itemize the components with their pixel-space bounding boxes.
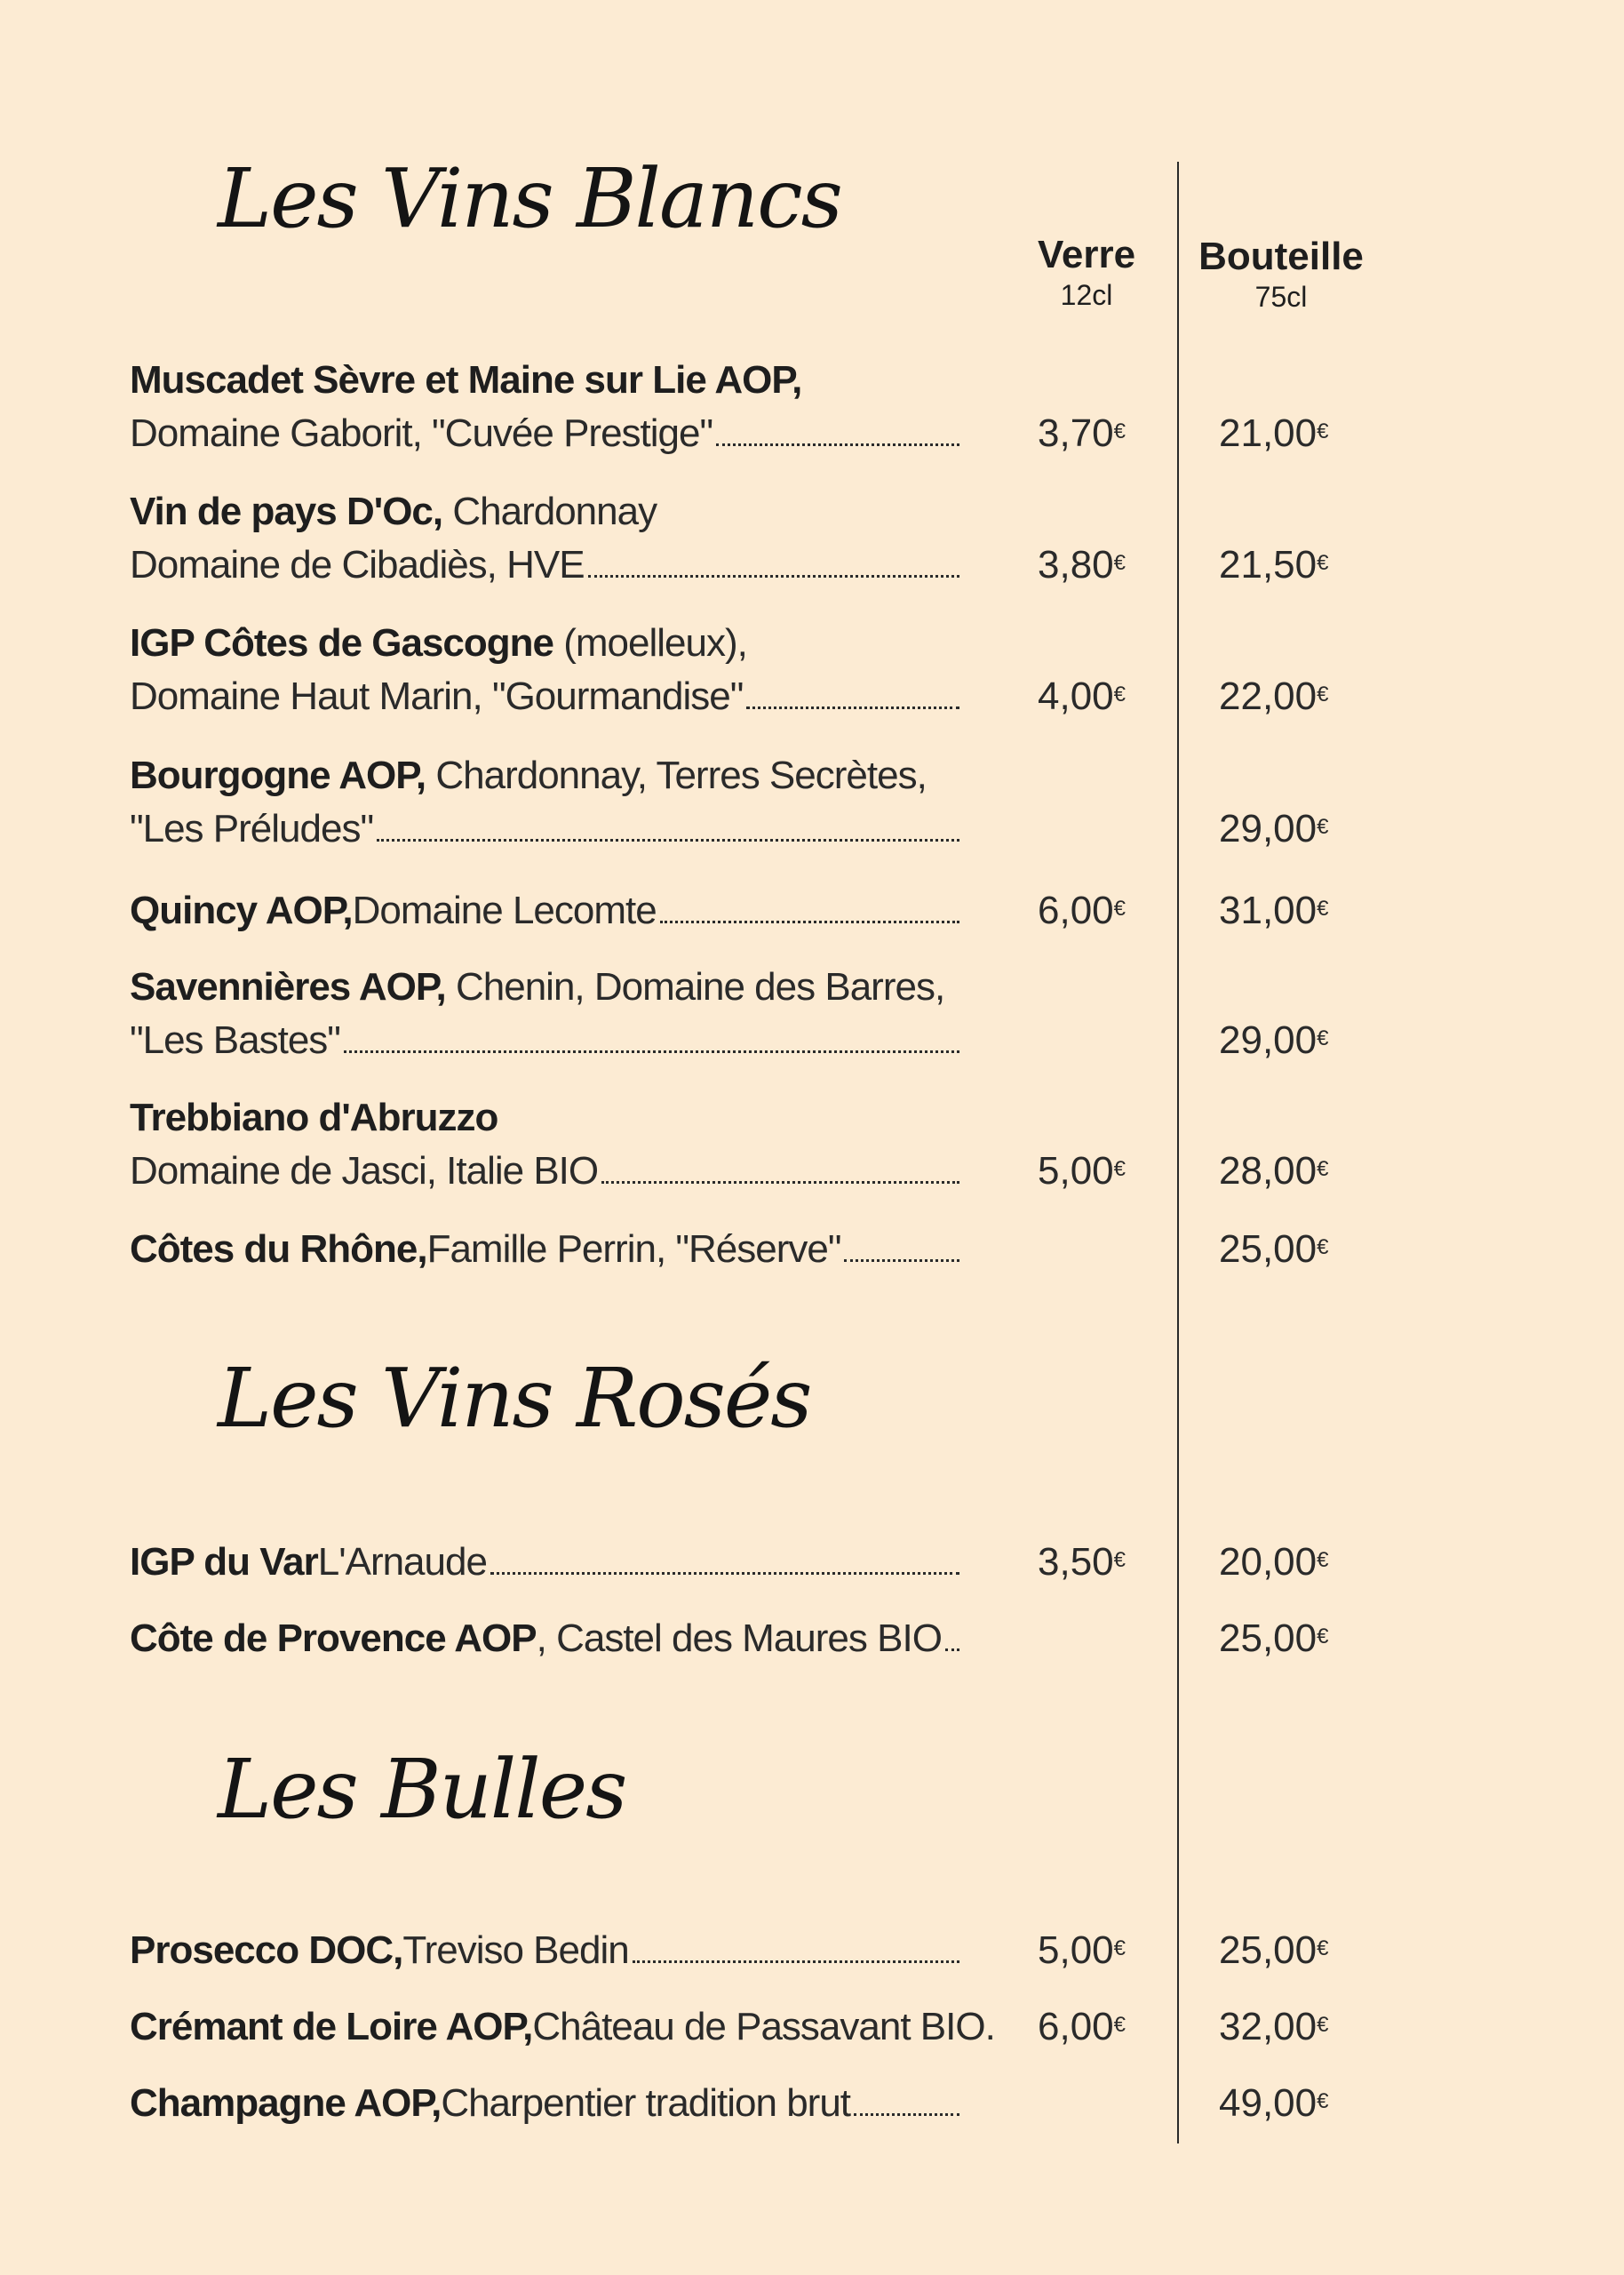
bottle-price (1219, 2002, 1328, 2052)
glass-price (1038, 886, 1126, 936)
bottle-price (1219, 1537, 1328, 1587)
wine-description: L'Arnaude (317, 1540, 487, 1584)
bottle-price (1219, 1146, 1328, 1196)
bottle-price (1219, 672, 1328, 722)
wine-description: Famille Perrin, "Réserve" (426, 1227, 841, 1271)
euro-sign: € (1113, 2013, 1126, 2037)
euro-sign: € (1113, 897, 1126, 921)
wine-item (130, 962, 1329, 1078)
wine-line-1 (130, 1614, 959, 1664)
wine-line-1 (130, 751, 927, 801)
wine-line-1 (130, 886, 959, 936)
euro-sign: € (1317, 1936, 1329, 1960)
euro-sign: € (1317, 1157, 1329, 1181)
wine-name: Crémant de Loire AOP, (130, 2005, 533, 2048)
bottle-price-value: 25,00 (1219, 1616, 1318, 1660)
wine-producer: Domaine Haut Marin, "Gourmandise" (130, 675, 744, 718)
glass-price (1038, 2002, 1126, 2052)
section-title-vins-blancs: Les Vins Blancs (218, 151, 841, 246)
euro-sign: € (1317, 1235, 1329, 1259)
euro-sign: € (1113, 1936, 1126, 1960)
bouteille-label: Bouteille (1198, 235, 1364, 278)
bottle-price-value: 29,00 (1219, 807, 1318, 850)
section-title-vins-roses: Les Vins Rosés (218, 1351, 811, 1446)
wine-name: IGP du Var (130, 1540, 318, 1584)
euro-sign: € (1317, 419, 1329, 443)
bottle-price-value: 49,00 (1219, 2081, 1318, 2125)
wine-name: Muscadet Sèvre et Maine sur Lie AOP, (130, 358, 802, 402)
bottle-price-value: 21,00 (1219, 411, 1318, 455)
wine-name: Prosecco DOC, (130, 1928, 403, 1972)
glass-price (1038, 540, 1126, 590)
euro-sign: € (1113, 419, 1126, 443)
wine-item (130, 1225, 1329, 1287)
glass-price (1038, 672, 1126, 722)
wine-item (130, 1537, 1329, 1600)
wine-name: Savennières AOP, (130, 965, 446, 1009)
wine-description: Treviso Bedin (402, 1928, 629, 1972)
euro-sign: € (1113, 1548, 1126, 1572)
euro-sign: € (1317, 1026, 1329, 1050)
glass-price-value: 3,70 (1038, 411, 1114, 455)
dot-leader (633, 1957, 959, 1963)
wine-description: Chardonnay, Terres Secrètes, (426, 754, 927, 797)
dot-leader (601, 1177, 959, 1184)
bottle-price-value: 21,50 (1219, 543, 1318, 587)
bouteille-size: 75cl (1254, 281, 1308, 313)
glass-price (1038, 1146, 1126, 1196)
wine-item (130, 487, 1329, 603)
euro-sign: € (1317, 682, 1329, 706)
dot-leader (588, 571, 959, 578)
wine-line-1 (130, 2002, 995, 2052)
wine-producer: Domaine de Cibadiès, HVE (130, 543, 585, 587)
euro-sign: € (1113, 682, 1126, 706)
glass-price-value: 4,00 (1038, 675, 1114, 718)
bottle-price (1219, 540, 1328, 590)
wine-description: , Castel des Maures BIO (536, 1616, 942, 1660)
glass-price-value: 6,00 (1038, 2005, 1114, 2048)
wine-line-1 (130, 1225, 959, 1274)
dot-leader (854, 2110, 959, 2116)
bottle-price-value: 20,00 (1219, 1540, 1318, 1584)
bottle-price-value: 32,00 (1219, 2005, 1318, 2048)
dot-leader (746, 703, 959, 709)
wine-name: Quincy AOP, (130, 889, 353, 932)
section-title-bulles: Les Bulles (218, 1742, 626, 1837)
wine-producer: "Les Préludes" (130, 807, 374, 850)
euro-sign: € (1317, 551, 1329, 575)
wine-name: Côte de Provence AOP (130, 1616, 537, 1660)
wine-description: Château de Passavant BIO. (532, 2005, 995, 2048)
dot-leader (844, 1256, 959, 1262)
wine-name: Côtes du Rhône, (130, 1227, 427, 1271)
wine-line-1 (130, 1537, 959, 1587)
bottle-price-value: 22,00 (1219, 675, 1318, 718)
bottle-price (1219, 1614, 1328, 1664)
bottle-price-value: 29,00 (1219, 1018, 1318, 1062)
euro-sign: € (1317, 2013, 1329, 2037)
euro-sign: € (1317, 815, 1329, 839)
wine-line-2 (130, 1016, 959, 1066)
bottle-price (1219, 804, 1328, 854)
wine-producer: "Les Bastes" (130, 1018, 340, 1062)
bottle-price (1219, 1926, 1328, 1976)
wine-line-2 (130, 540, 959, 590)
bottle-price (1219, 1016, 1328, 1066)
glass-price-value: 3,80 (1038, 543, 1114, 587)
wine-line-1 (130, 355, 801, 405)
dot-leader (377, 835, 959, 842)
glass-price (1038, 1537, 1126, 1587)
wine-item (130, 751, 1329, 866)
euro-sign: € (1317, 1548, 1329, 1572)
wine-item (130, 2002, 1329, 2064)
wine-line-2 (130, 804, 959, 854)
wine-line-2 (130, 1146, 959, 1196)
verre-label: Verre (1037, 233, 1136, 276)
wine-line-1 (130, 1926, 959, 1976)
wine-name: Vin de pays D'Oc, (130, 490, 443, 533)
verre-column-header (1022, 233, 1151, 313)
glass-price (1038, 1926, 1126, 1976)
wine-item (130, 1614, 1329, 1676)
wine-line-1 (130, 619, 747, 668)
bottle-price (1219, 1225, 1328, 1274)
dot-leader (945, 1645, 959, 1651)
wine-item (130, 355, 1329, 471)
wine-producer: Domaine Gaborit, "Cuvée Prestige" (130, 411, 713, 455)
glass-price-value: 5,00 (1038, 1928, 1114, 1972)
bottle-price (1219, 886, 1328, 936)
glass-price-value: 6,00 (1038, 889, 1114, 932)
wine-producer: Domaine de Jasci, Italie BIO (130, 1149, 599, 1193)
dot-leader (490, 1569, 959, 1575)
wine-line-1 (130, 2079, 959, 2128)
wine-item (130, 2079, 1329, 2141)
wine-description: Chardonnay (442, 490, 657, 533)
bottle-price (1219, 409, 1328, 459)
wine-line-2 (130, 672, 959, 722)
wine-name: IGP Côtes de Gascogne (130, 621, 554, 665)
glass-price-value: 3,50 (1038, 1540, 1114, 1584)
euro-sign: € (1113, 1157, 1126, 1181)
wine-line-2 (130, 409, 959, 459)
euro-sign: € (1317, 2089, 1329, 2113)
wine-line-1 (130, 487, 657, 537)
glass-price-value: 5,00 (1038, 1149, 1114, 1193)
dot-leader (660, 917, 959, 923)
bottle-price-value: 25,00 (1219, 1227, 1318, 1271)
euro-sign: € (1317, 1624, 1329, 1648)
wine-line-1 (130, 1093, 498, 1143)
euro-sign: € (1113, 551, 1126, 575)
wine-item (130, 886, 1329, 948)
dot-leader (716, 440, 959, 446)
glass-price (1038, 409, 1126, 459)
wine-description: Charpentier tradition brut (441, 2081, 851, 2125)
wine-item (130, 1926, 1329, 1988)
wine-name: Bourgogne AOP, (130, 754, 426, 797)
bouteille-column-header (1189, 235, 1373, 315)
wine-line-1 (130, 962, 944, 1012)
wine-description: Chenin, Domaine des Barres, (445, 965, 945, 1009)
verre-size: 12cl (1060, 279, 1113, 311)
wine-name: Trebbiano d'Abruzzo (130, 1096, 498, 1139)
euro-sign: € (1317, 897, 1329, 921)
bottle-price-value: 25,00 (1219, 1928, 1318, 1972)
dot-leader (344, 1047, 959, 1053)
wine-description: (moelleux), (553, 621, 747, 665)
wine-name: Champagne AOP, (130, 2081, 442, 2125)
bottle-price-value: 31,00 (1219, 889, 1318, 932)
wine-description: Domaine Lecomte (352, 889, 657, 932)
bottle-price (1219, 2079, 1328, 2128)
wine-item (130, 619, 1329, 734)
bottle-price-value: 28,00 (1219, 1149, 1318, 1193)
wine-item (130, 1093, 1329, 1209)
